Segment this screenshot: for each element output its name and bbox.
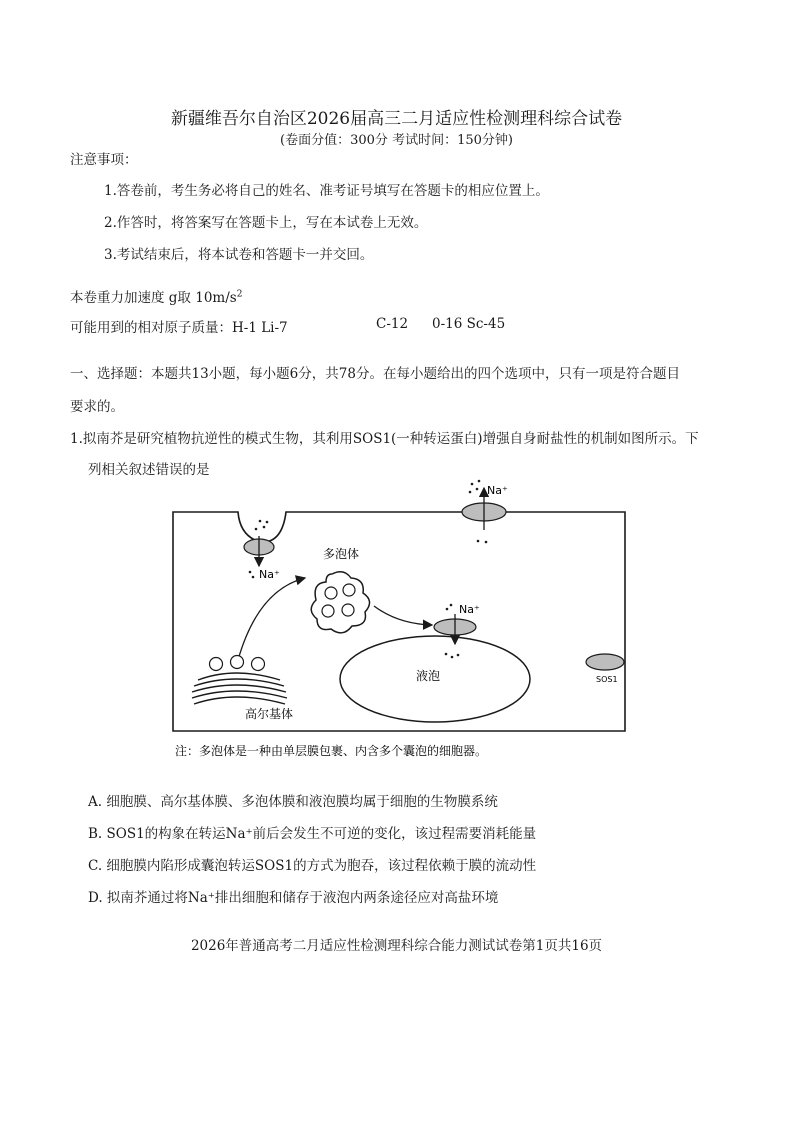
option-d: D. 拟南芥通过将Na⁺排出细胞和储存于液泡内两条途径应对高盐环境 (88, 890, 499, 906)
cell-diagram-svg (160, 478, 640, 778)
gravity-text: 本卷重力加速度 g取 10m/s (70, 290, 237, 306)
atomic-mass-c: C-12 (376, 316, 409, 332)
question-stem-line2: 列相关叙述错误的是 (88, 462, 210, 478)
cell-diagram (160, 478, 640, 778)
option-b: B. SOS1的构象在转运Na⁺前后会发生不可逆的变化，该过程需要消耗能量 (88, 826, 537, 842)
notice-item-2: 2.作答时，将答案写在答题卡上，写在本试卷上无效。 (104, 215, 428, 231)
mvb-label: 多泡体 (323, 547, 360, 561)
figure-note: 注：多泡体是一种由单层膜包裹、内含多个囊泡的细胞器。 (175, 744, 488, 758)
page-footer: 2026年普通高考二月适应性检测理科综合能力测试试卷第1页共16页 (190, 938, 603, 954)
mvb-to-vacuole-arrow (374, 606, 432, 625)
sos1-legend-symbol (586, 654, 624, 670)
section-heading-line1: 一、选择题：本题共13小题，每小题6分，共78分。在每小题给出的四个选项中，只有一项是符合题目 (70, 366, 680, 382)
gravity-exponent: 2 (236, 289, 243, 300)
sos1-legend-label: SOS1 (596, 675, 618, 684)
notice-item-3: 3.考试结束后，将本试卷和答题卡一并交回。 (104, 247, 374, 263)
gravity-note (70, 286, 242, 306)
atomic-mass-label: 可能用到的相对原子质量：H-1 Li-7 (70, 320, 288, 336)
golgi-apparatus (192, 673, 287, 704)
golgi-label: 高尔基体 (245, 707, 294, 721)
option-c: C. 细胞膜内陷形成囊泡转运SOS1的方式为胞吞，该过程依赖于膜的流动性 (88, 858, 537, 874)
question-stem-line1: 1.拟南芥是研究植物抗逆性的模式生物，其利用SOS1(一种转运蛋白)增强自身耐盐性的机制如图所示。下 (70, 431, 699, 447)
na-label-center: Na⁺ (459, 603, 480, 616)
option-a: A. 细胞膜、高尔基体膜、多泡体膜和液泡膜均属于细胞的生物膜系统 (88, 794, 498, 810)
exam-subtitle: (卷面分值：300分 考试时间：150分钟) (280, 133, 513, 148)
section-heading-line2: 要求的。 (70, 399, 124, 415)
multivesicular-body (311, 572, 369, 633)
na-label-top: Na⁺ (487, 484, 508, 497)
exam-title: 新疆维吾尔自治区2026届高三二月适应性检测理科综合试卷 (170, 109, 623, 129)
notice-heading: 注意事项： (70, 152, 138, 168)
atomic-mass-others: 0-16 Sc-45 (432, 316, 506, 332)
vacuole-label: 液泡 (416, 669, 441, 683)
golgi-to-mvb-arrow (238, 578, 305, 660)
na-label-left: Na⁺ (259, 568, 280, 581)
notice-item-1: 1.答卷前，考生务必将自己的姓名、准考证号填写在答题卡的相应位置上。 (104, 183, 549, 199)
